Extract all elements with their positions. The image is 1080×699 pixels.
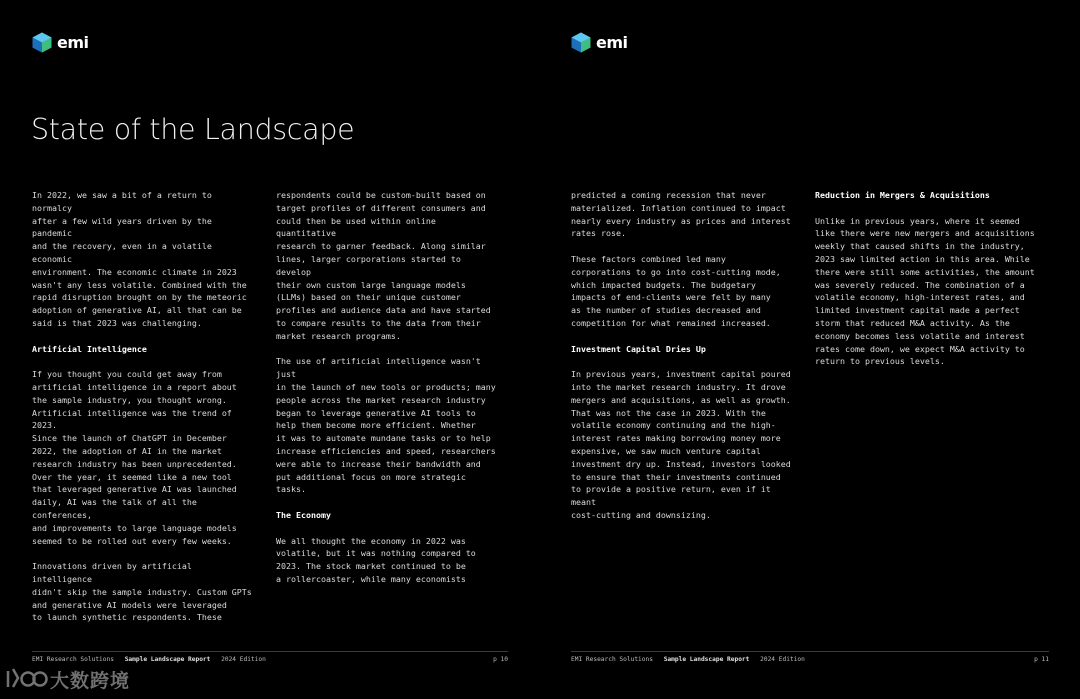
right-column-1 <box>571 189 795 535</box>
paragraph: Unlike in previous years, where it seemed like there were new mergers and acquisitions weekly that caused shifts in the industry, 2023 saw limited action in this area. While there were still some activities, the amount was severely reduced. The combination of a volatile economy, high-interest rates, and limited investment capital made a perfect storm that reduced M&A activity. As the economy becomes less volatile and interest rates come down, we expect M&A activity to return to previous levels. <box>815 215 1035 367</box>
paragraph: In previous years, investment capital poured into the market research industry. It drove mergers and acquisitions, as well as growth. That was not the case in 2023. With the volatile economy continuing and the high- interest rates making borrowing money more expensive, we saw much venture capital investment dry up. Instead, investors looked to ensure that their investments continued to provide a positive return, even if it meant cost-cutting and downsizing. <box>571 369 791 520</box>
footer-company: EMI Research Solutions <box>32 656 114 663</box>
brand-logo <box>571 32 628 53</box>
footer-company: EMI Research Solutions <box>571 656 653 663</box>
left-column-2 <box>276 189 500 599</box>
footer-divider <box>571 651 1049 652</box>
paragraph: respondents could be custom-built based on target profiles of different consumers and could then be used within online quantitative research to garner feedback. Along similar lines, larger corporations started to develop their own custom large language models (LLMs) based on their unique customer profiles and audience data and have started to compare results to the data from their market research programs. <box>276 190 491 341</box>
watermark-logo-icon <box>4 665 48 693</box>
footer-report-title: Sample Landscape Report <box>663 656 750 663</box>
section-heading: The Economy <box>276 509 331 520</box>
section-heading: Investment Capital Dries Up <box>571 343 706 354</box>
emi-logo-icon <box>571 32 591 53</box>
footer-divider <box>32 651 508 652</box>
brand-name: emi <box>596 33 628 52</box>
page-title: State of the Landscape <box>31 113 355 146</box>
left-column-1 <box>32 189 256 637</box>
brand-logo <box>32 32 89 53</box>
paragraph: If you thought you could get away from artificial intelligence in a report about the sample industry, you thought wrong. Artificial intelligence was the trend of 2023. Since the launch of ChatGPT in December 2022, the adoption of AI in the market research industry has been unprecedented. Over the year, it seemed like a new tool that leveraged generative AI was launched daily, AI was the talk of all the conferences, and improvements to large language models seemed to be rolled out every few weeks. <box>32 369 237 546</box>
footer-edition: 2024 Edition <box>760 656 805 663</box>
right-page <box>540 0 1080 699</box>
watermark <box>4 665 130 693</box>
section-heading: Artificial Intelligence <box>32 343 147 354</box>
paragraph: Innovations driven by artificial intelligence didn't skip the sample industry. Custom GPTs and generative AI models were leveraged to launch synthetic respondents. These <box>32 561 252 623</box>
watermark-text: 大数跨境 <box>50 669 131 692</box>
paragraph: predicted a coming recession that never materialized. Inflation continued to impact nearly every industry as prices and interest rates rose. <box>571 190 791 239</box>
right-column-2 <box>815 189 1039 381</box>
page-number: p 10 <box>493 656 508 663</box>
footer-edition: 2024 Edition <box>221 656 266 663</box>
page-footer <box>571 656 805 663</box>
emi-logo-icon <box>32 32 52 53</box>
paragraph: The use of artificial intelligence wasn't just in the launch of new tools or products; many people across the market research industry began to leverage generative AI tools to help them become more efficient. Whether it was to automate mundane tasks or to help increase efficiencies and speed, researchers were able to increase their bandwidth and put additional focus on more strategic tasks. <box>276 356 496 495</box>
footer-report-title: Sample Landscape Report <box>124 656 211 663</box>
section-heading: Reduction in Mergers & Acquisitions <box>815 190 990 200</box>
paragraph: In 2022, we saw a bit of a return to normalcy after a few wild years driven by the pandemic and the recovery, even in a volatile economic environment. The economic climate in 2023 wasn't any less volatile. Combined with the rapid disruption brought on by the meteoric adoption of generative AI, all that can be said is that 2023 was challenging. <box>32 190 247 328</box>
page-footer <box>32 656 266 663</box>
brand-name: emi <box>57 33 89 52</box>
paragraph: We all thought the economy in 2022 was volatile, but it was nothing compared to 2023. The stock market continued to be a rollercoaster, while many economists <box>276 535 476 584</box>
paragraph: These factors combined led many corporations to go into cost-cutting mode, which impacted budgets. The budgetary impacts of end-clients were felt by many as the number of studies decreased and competition for what remained increased. <box>571 253 781 328</box>
page-number: p 11 <box>1034 656 1049 663</box>
